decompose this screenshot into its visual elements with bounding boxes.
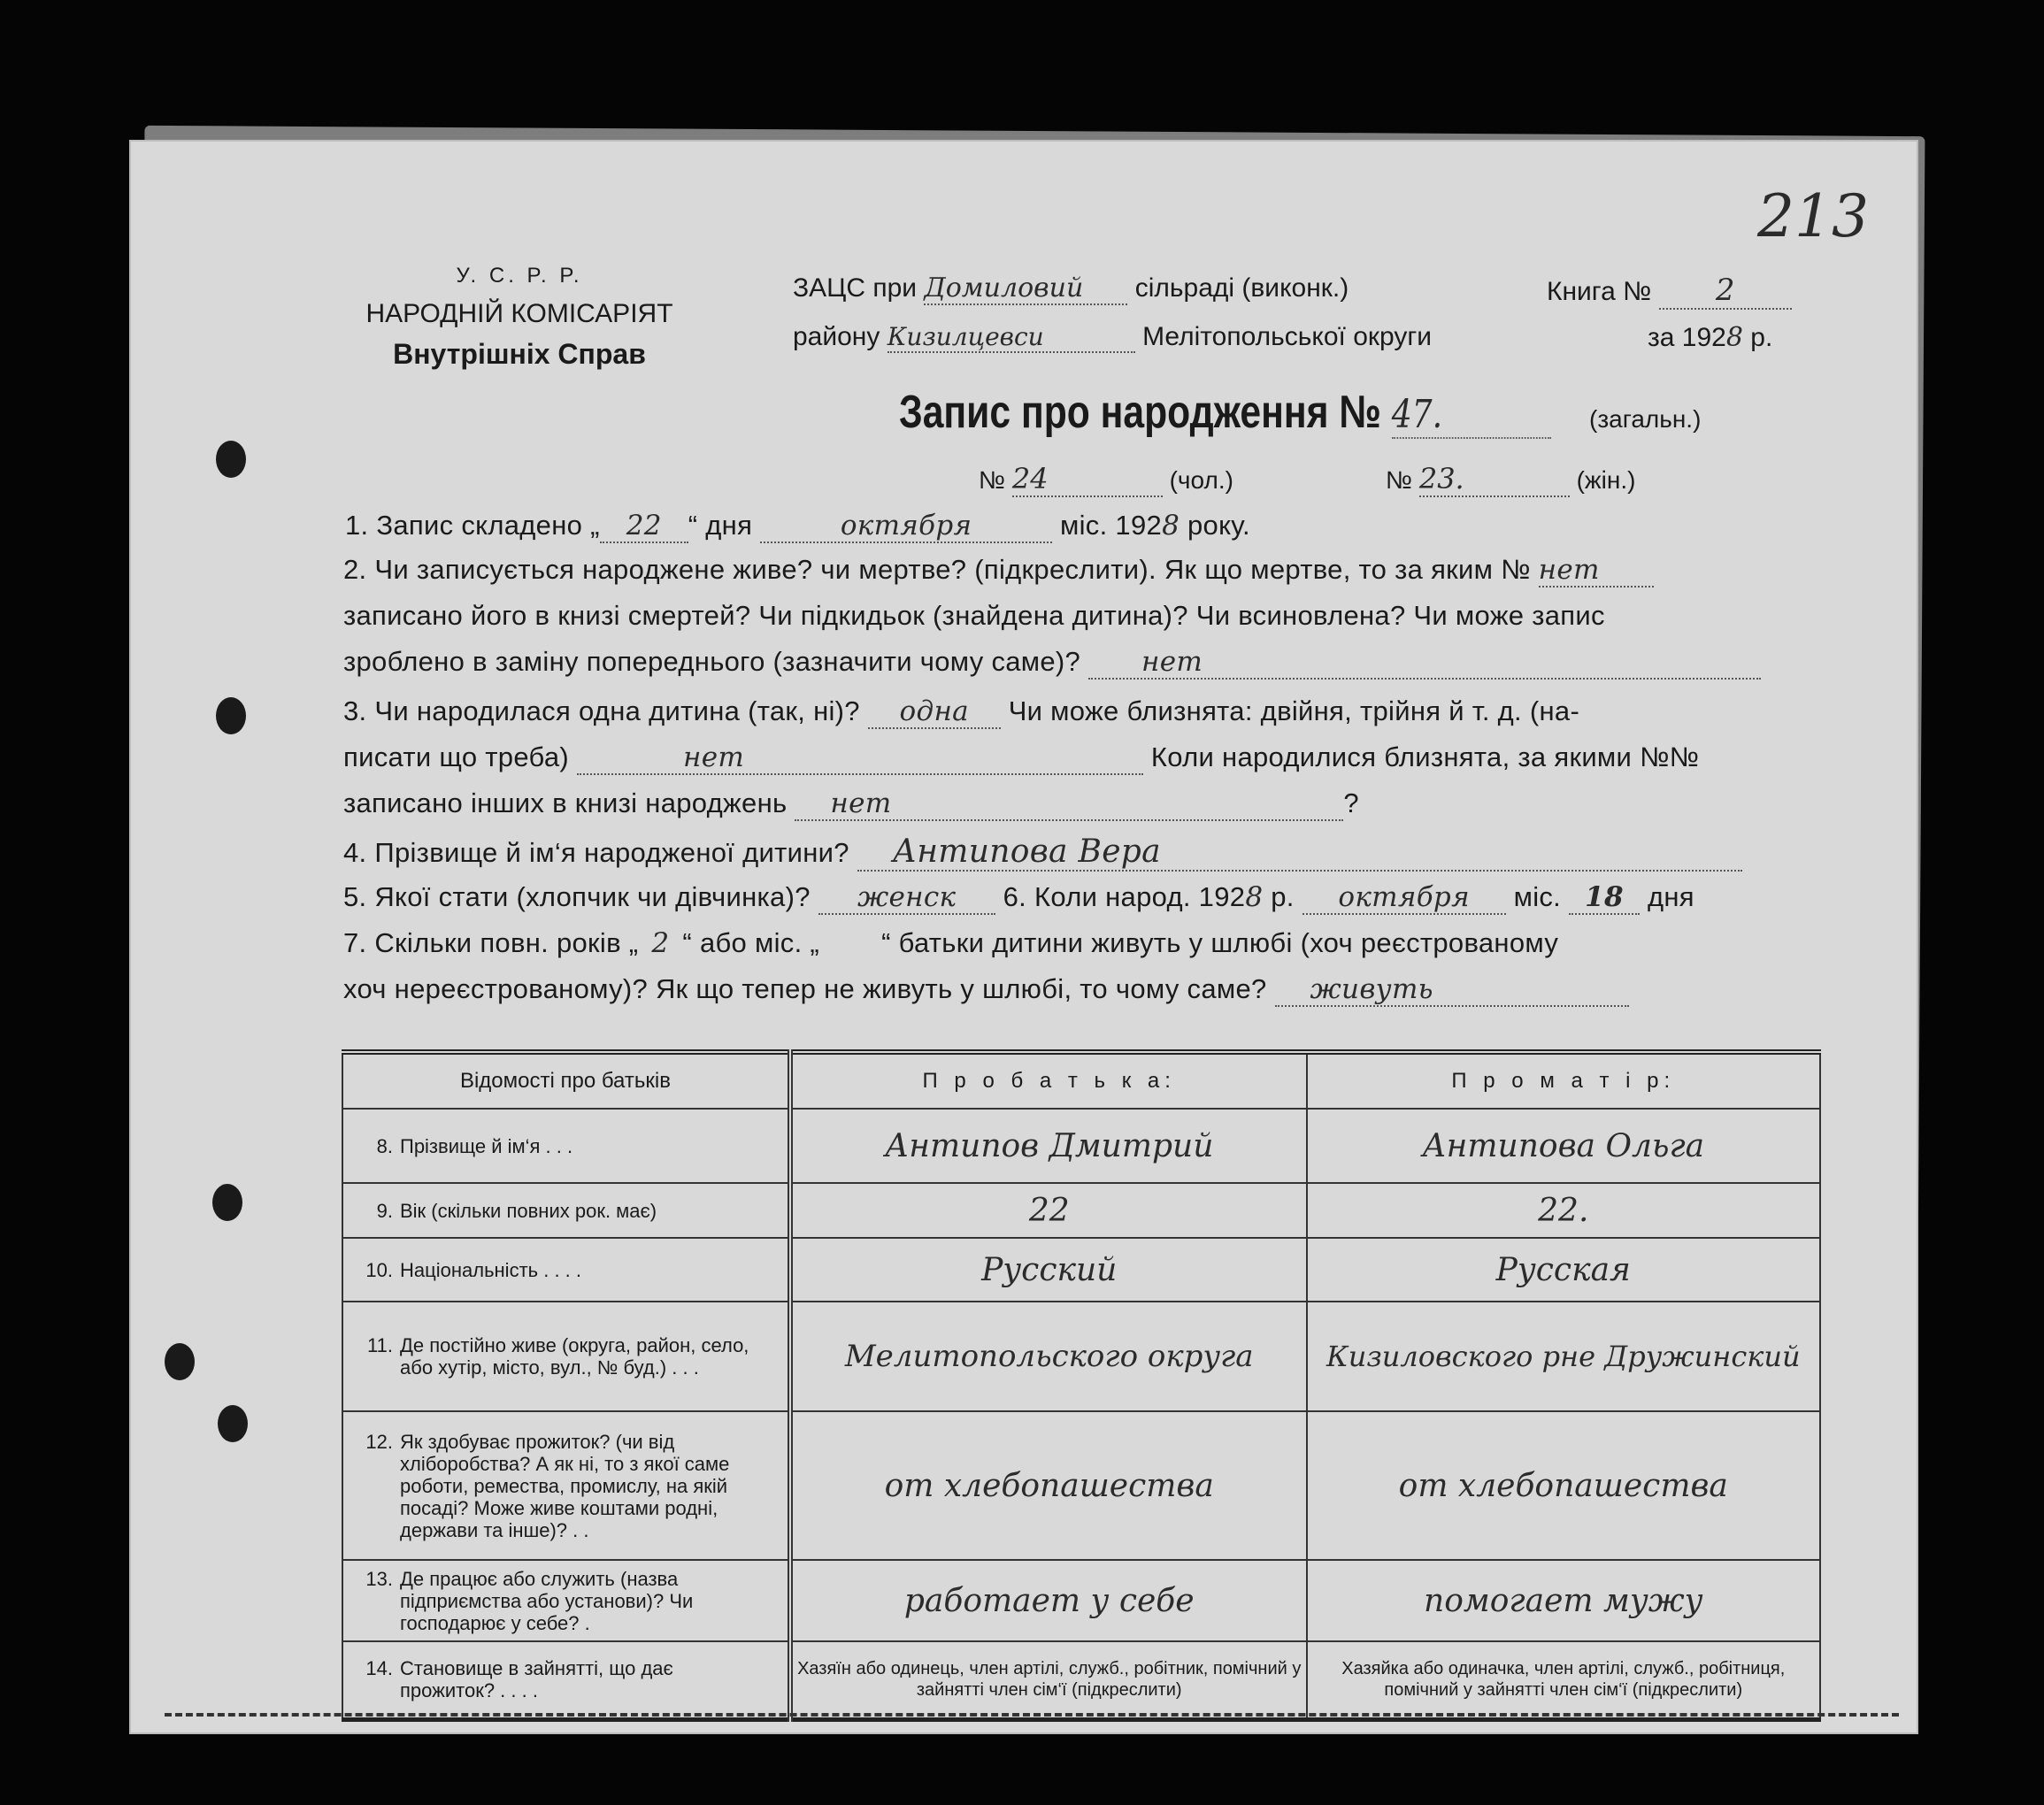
q4-value: Антипова Вера [857, 833, 1742, 872]
q1-mis: міс. 192 [1060, 510, 1163, 541]
okrug-label: Мелітопольської округи [1142, 322, 1433, 351]
mother-livelihood: от хлебопашества [1307, 1411, 1820, 1560]
table-header: П р о б а т ь к а: [790, 1052, 1307, 1109]
q7-value2: живуть [1275, 973, 1629, 1007]
q5-q6-line [343, 881, 1694, 915]
q6-prefix: 6. Коли народ. 192 [1003, 881, 1246, 912]
q6-suffix: дня [1647, 881, 1694, 912]
father-occupation-status: Хазяїн або одинець, член артілі, служб., робітник, помічний у зайнятті член сім‘ї (підкреслити) [790, 1641, 1307, 1719]
q6-month: октября [1302, 881, 1506, 915]
q7-text2: хоч нереєстрованому)? Як що тепер не живуть у шлюбі, то чому саме? [343, 973, 1267, 1004]
male-number-line [979, 462, 1233, 497]
q3-suffix3: ? [1343, 787, 1359, 818]
registry-line [793, 273, 1349, 305]
district-prefix: району [793, 322, 880, 351]
row-num: 12. [365, 1430, 393, 1453]
table-row [342, 1109, 1820, 1183]
father-age: 22 [790, 1183, 1307, 1238]
q3-value3: нет [795, 787, 1343, 821]
book-label: Книга № [1547, 277, 1652, 306]
father-nationality: Русский [790, 1238, 1307, 1302]
q2-line2: записано його в книзі смертей? Чи підкидьок (знайдена дитина)? Чи всиновлена? Чи може запис [343, 600, 1605, 631]
row-num: 14. [365, 1657, 393, 1680]
punch-hole [216, 441, 246, 478]
q5-value: женск [818, 881, 995, 915]
year-suffix: р. [1750, 323, 1773, 352]
q1-suffix: року. [1187, 510, 1250, 541]
row-text: Прізвище й ім‘я . . . [400, 1134, 573, 1157]
table-row [342, 1641, 1820, 1719]
punch-hole [212, 1184, 242, 1221]
title-text: Запис про народження № [899, 387, 1381, 438]
perforation-line [165, 1713, 1899, 1717]
male-number: 24 [1012, 462, 1163, 497]
q7-years: 2 [651, 927, 670, 959]
q1-day: 22 [600, 510, 688, 543]
council-suffix: сільраді (виконк.) [1134, 273, 1349, 303]
issuer-commissariat: НАРОДНІЙ КОМІСАРІЯТ [365, 299, 673, 328]
row-num: 10. [365, 1258, 393, 1281]
q1-prefix: 1. Запис складено „ [345, 510, 600, 541]
q7-mid: “ або міс. „ [682, 927, 820, 958]
q2-text3: зроблено в заміну попереднього (зазначити чому саме)? [343, 646, 1081, 677]
row-num: 8. [376, 1134, 393, 1157]
q2-value1: нет [1539, 554, 1654, 588]
district-line [793, 322, 1432, 353]
row-num: 9. [376, 1199, 393, 1222]
general-suffix: (загальн.) [1589, 405, 1702, 433]
row-label [342, 1641, 790, 1719]
village-council-value: Домиловий [924, 273, 1127, 305]
q7-line1 [343, 927, 1558, 959]
q3-text1: 3. Чи народилася одна дитина (так, ні)? [343, 695, 860, 726]
row-label [342, 1109, 790, 1183]
father-name: Антипов Дмитрий [790, 1109, 1307, 1183]
mother-name: Антипова Ольга [1307, 1109, 1820, 1183]
female-suffix: (жін.) [1576, 466, 1636, 494]
q3-prefix2: писати що треба) [343, 741, 570, 772]
row-num: 13. [365, 1567, 393, 1590]
q7-prefix: 7. Скільки повн. років „ [343, 927, 639, 958]
birth-record-page [129, 140, 1918, 1734]
year-prefix: за 192 [1648, 323, 1726, 352]
table-header-row [342, 1052, 1820, 1109]
row-label [342, 1302, 790, 1411]
table-header: Відомості про батьків [342, 1052, 790, 1109]
issuer-dept: Внутрішніх Справ [393, 338, 646, 370]
punch-hole [218, 1405, 248, 1442]
row-label [342, 1560, 790, 1641]
q2-line3 [343, 646, 1761, 680]
book-value: 2 [1659, 273, 1792, 310]
district-value: Кизилцевси [888, 322, 1135, 353]
punch-hole [216, 697, 246, 734]
table-row [342, 1183, 1820, 1238]
mother-occupation-status: Хазяйка або одиначка, член артілі, служб., робітниця, помічний у зайнятті член сім‘ї (підкреслити) [1307, 1641, 1820, 1719]
table-row [342, 1238, 1820, 1302]
issuer-block [329, 264, 710, 371]
row-text: Національність . . . . [400, 1258, 582, 1281]
row-label [342, 1411, 790, 1560]
book-line [1547, 273, 1792, 310]
female-label: № [1386, 466, 1413, 494]
table-header: П р о м а т і р: [1307, 1052, 1820, 1109]
sheet-number: 213 [1757, 182, 1869, 250]
father-residence: Мелитопольского округа [790, 1302, 1307, 1411]
mother-age: 22. [1307, 1183, 1820, 1238]
row-label [342, 1238, 790, 1302]
q2-value3: нет [1088, 646, 1761, 680]
q3-rest1: Чи може близнята: двійня, трійня й т. д. (на- [1008, 695, 1580, 726]
table-row [342, 1560, 1820, 1641]
q5-prefix: 5. Якої стати (хлопчик чи дівчинка)? [343, 881, 811, 912]
mother-residence: Кизиловского рне Дружинский [1307, 1302, 1820, 1411]
female-number-line [1386, 462, 1635, 497]
q3-value1: одна [868, 695, 1001, 729]
male-label: № [979, 466, 1006, 494]
father-livelihood: от хлебопашества [790, 1411, 1307, 1560]
issuer-state: У. С. Р. Р. [456, 264, 583, 288]
mother-nationality: Русская [1307, 1238, 1820, 1302]
q1-month: октября [760, 510, 1052, 543]
general-number: 47. [1392, 392, 1551, 439]
table-row [342, 1302, 1820, 1411]
table-row [342, 1411, 1820, 1560]
zags-prefix: ЗАЦС при [793, 273, 918, 303]
q3-line3 [343, 787, 1359, 821]
q6-year: 8 [1245, 881, 1264, 913]
q3-prefix3: записано інших в книзі народжень [343, 787, 788, 818]
father-workplace: работает у себе [790, 1560, 1307, 1641]
q2-text1: 2. Чи записується народжене живе? чи мертве? (підкреслити). Як що мертве, то за яким № [343, 554, 1531, 585]
year-line [1648, 322, 1772, 353]
q1-mid: “ дня [688, 510, 753, 541]
punch-hole [165, 1343, 195, 1380]
q1-line [345, 510, 1250, 543]
row-text: Де працює або служить (назва підприємства або установи)? Чи господарює у себе? . [400, 1567, 694, 1634]
q2-line1 [343, 554, 1654, 588]
q7-rest: “ батьки дитини живуть у шлюбі (хоч реєстрованому [881, 927, 1559, 958]
q1-year: 8 [1162, 510, 1180, 542]
q3-rest2: Коли народилися близнята, за якими №№ [1150, 741, 1700, 772]
q6-mis: міс. [1513, 881, 1562, 912]
parents-table [342, 1049, 1821, 1722]
q3-line2 [343, 741, 1699, 775]
male-suffix: (чол.) [1169, 466, 1233, 494]
row-label [342, 1183, 790, 1238]
year-value: 8 [1725, 322, 1743, 353]
row-text: Становище в зайнятті, що дає прожиток? . . . . [400, 1657, 673, 1702]
row-text: Вік (скільки повних рок. має) [400, 1199, 657, 1222]
q3-value2: нет [577, 741, 1143, 775]
q3-line1 [343, 695, 1579, 729]
q4-prefix: 4. Прізвище й ім‘я народженої дитини? [343, 837, 849, 868]
q6-mid: р. [1271, 881, 1295, 912]
q7-line2 [343, 973, 1629, 1007]
mother-workplace: помогает мужу [1307, 1560, 1820, 1641]
record-title [899, 386, 1551, 439]
row-num: 11. [367, 1334, 393, 1356]
row-text: Де постійно живе (округа, район, село, або хутір, місто, вул., № буд.) . . . [400, 1334, 749, 1379]
q4-line [343, 833, 1742, 872]
row-text: Як здобуває прожиток? (чи від хліборобства? А як ні, то з якої саме роботи, ремества, промислу, на якій посаді? Може живе коштами родні, держави та інше)? . . [400, 1430, 730, 1541]
q6-day: 18 [1569, 881, 1640, 915]
female-number: 23. [1419, 462, 1570, 497]
